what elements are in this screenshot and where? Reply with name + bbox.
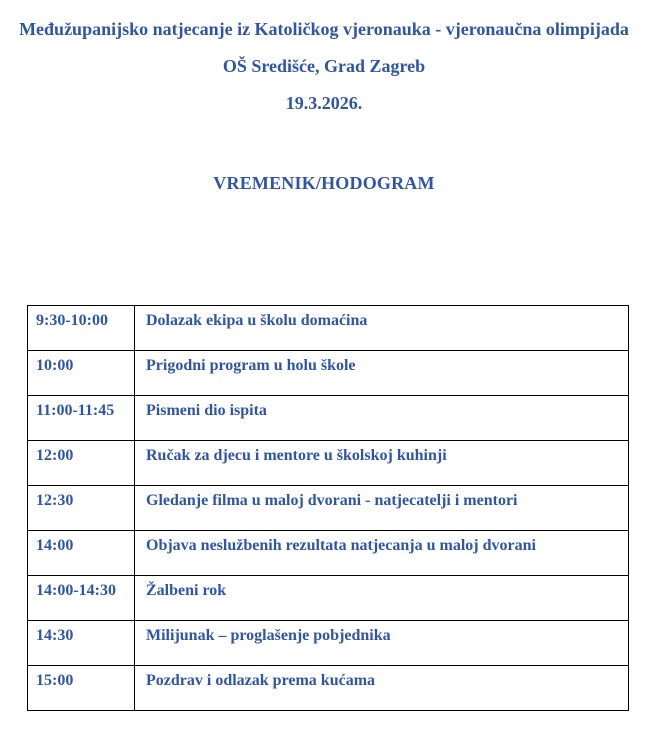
time-cell: 14:00 <box>28 531 135 576</box>
table-row <box>28 441 629 486</box>
time-cell: 15:00 <box>28 666 135 711</box>
table-row <box>28 531 629 576</box>
activity-cell: Pozdrav i odlazak prema kućama <box>135 666 629 711</box>
time-cell: 12:30 <box>28 486 135 531</box>
time-cell: 10:00 <box>28 351 135 396</box>
schedule-table <box>27 305 629 711</box>
table-row <box>28 666 629 711</box>
time-cell: 12:00 <box>28 441 135 486</box>
activity-cell: Prigodni program u holu škole <box>135 351 629 396</box>
activity-cell: Objava neslužbenih rezultata natjecanja u maloj dvorani <box>135 531 629 576</box>
time-cell: 14:30 <box>28 621 135 666</box>
time-cell: 11:00-11:45 <box>28 396 135 441</box>
activity-cell: Pismeni dio ispita <box>135 396 629 441</box>
schedule-table-body <box>28 306 629 711</box>
table-row <box>28 621 629 666</box>
activity-cell: Gledanje filma u maloj dvorani - natjecatelji i mentori <box>135 486 629 531</box>
activity-cell: Ručak za djecu i mentore u školskoj kuhinji <box>135 441 629 486</box>
table-row <box>28 351 629 396</box>
document-subtitle: OŠ Središće, Grad Zagreb <box>222 56 426 76</box>
activity-cell: Milijunak – proglašenje pobjednika <box>135 621 629 666</box>
table-row <box>28 486 629 531</box>
document-title: Međužupanijsko natjecanje iz Katoličkog vjeronauka - vjeronaučna olimpijada <box>19 19 629 39</box>
table-row <box>28 576 629 621</box>
section-title: VREMENIK/HODOGRAM <box>213 173 435 193</box>
table-row <box>28 396 629 441</box>
event-date: 19.3.2026. <box>285 93 363 113</box>
time-cell: 9:30-10:00 <box>28 306 135 351</box>
activity-cell: Dolazak ekipa u školu domaćina <box>135 306 629 351</box>
time-cell: 14:00-14:30 <box>28 576 135 621</box>
activity-cell: Žalbeni rok <box>135 576 629 621</box>
table-row <box>28 306 629 351</box>
